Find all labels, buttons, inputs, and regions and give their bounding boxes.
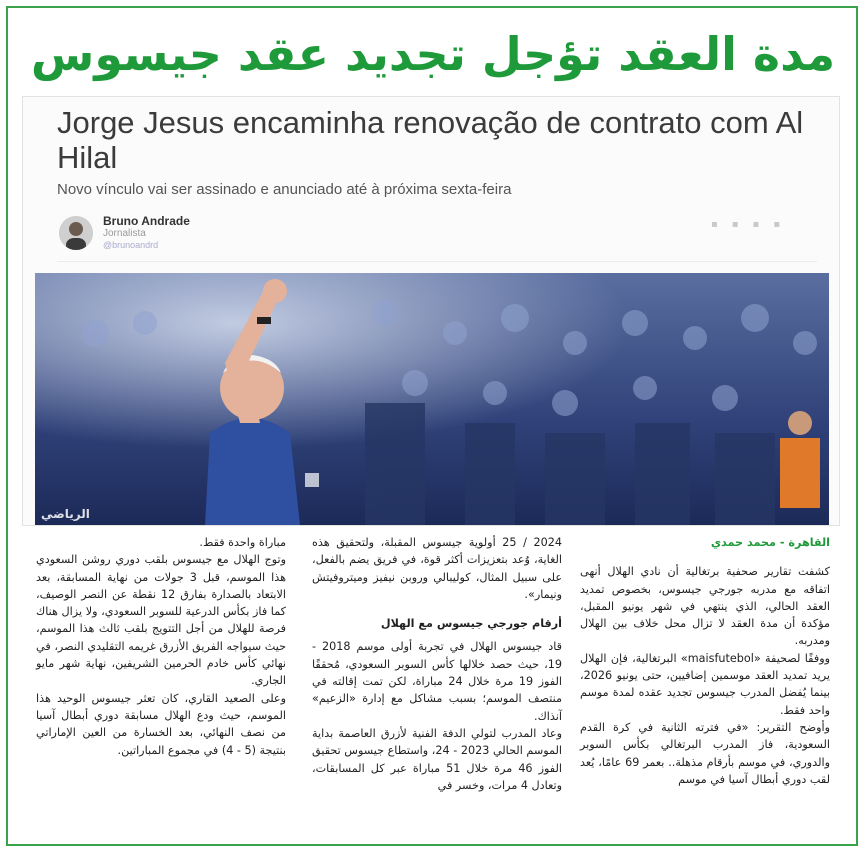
- photo-watermark: الرياضي: [41, 507, 90, 521]
- article-column-2: [312, 534, 562, 794]
- paragraph: ووفقًا لصحيفة «maisfutebol» البرتغالية، فإن الهلال يريد تمديد العقد موسمين إضافيين، حتى يونيو 2026، بينما يُفضل المدرب جيسوس تجديد عقده لمدة موسم واحد فقط.: [580, 651, 830, 717]
- paragraph: 2024 / 25 أولوية جيسوس المقبلة، ولتحقيق هذه الغاية، وُعد بتعزيزات أكثر قوة، في فريق يضم بالفعل، على سبيل المثال، كوليبالي وروبن نيفيز وميتروفيتش ونيمار».: [312, 536, 562, 601]
- paragraph: وأوضح التقرير: «في فترته الثانية في كرة القدم السعودية، فاز المدرب البرتغالي بكأس السوبر والدوري، في موسم بأرقام مذهلة.. بعمر 69 عامًا، يُعد لقب دوري أبطال آسيا في موسم: [580, 720, 830, 786]
- article-column-3: [36, 534, 286, 759]
- author-name: Bruno Andrade: [103, 214, 190, 228]
- paragraph: وعلى الصعيد القاري، كان تعثر جيسوس الوحيد هذا الموسم، حيث ودع الهلال مسابقة دوري أبطال آسيا من نصف النهائي، بعد الخسارة من العين الإماراتي بنتيجة (5 - 4) في مجموع المباراتين.: [36, 691, 286, 757]
- photo-illustration: [35, 273, 829, 525]
- headline: مدة العقد تؤجل تجديد عقد جيسوس: [30, 27, 836, 81]
- avatar-person-icon: [59, 216, 93, 250]
- subheading: أرقام جورجي جيسوس مع الهلال: [380, 617, 562, 631]
- paragraph: وعاد المدرب لتولي الدفة الفنية لأزرق العاصمة بداية الموسم الحالي 2023 - 24، واستطاع جيسوس تحقيق الفوز 46 مرة خلال 51 مباراة عبر كل المسابقات، وتعادل 4 مرات، وخسر في: [312, 726, 563, 792]
- paragraph: قاد جيسوس الهلال في تجربة أولى موسم 2018 - 19، حيث حصد خلالها كأس السوبر السعودي، مُحققًا الفوز 19 مرة خلال 24 مباراة، لكن تمت إقالته في منتصف الموسم؛ بسبب مشاكل مع إدارة «الزعيم» آنذاك.: [312, 640, 562, 723]
- author-handle: @brunoandrd: [103, 240, 159, 250]
- share-icons: ▪▪▪▪: [711, 219, 795, 230]
- byline: القاهرة - محمد حمدي: [710, 536, 830, 549]
- author-avatar: [59, 216, 93, 250]
- article-body: [22, 534, 840, 834]
- coach-photo: [35, 273, 829, 525]
- author-role: Jornalista: [103, 228, 146, 239]
- paragraph: كشفت تقارير صحفية برتغالية أن نادي الهلال أنهى اتفاقه مع مدربه جورجي جيسوس، بخصوص تمديد العقد الحالي، الذي ينتهي في شهر يونيو المقبل، مؤكدة أن مدة العقد لا تزال محل خلاف بين الهلال ومدربه.: [580, 565, 830, 648]
- news-screenshot: [22, 96, 840, 526]
- screenshot-title: Jorge Jesus encaminha renovação de contrato com Al Hilal: [57, 105, 804, 175]
- screenshot-subtitle: Novo vínculo vai ser assinado e anunciado até à próxima sexta-feira: [57, 181, 512, 198]
- paragraph: مباراة واحدة فقط.: [199, 536, 286, 549]
- divider: [57, 261, 817, 262]
- paragraph: وتوج الهلال مع جيسوس بلقب دوري روشن السعودي هذا الموسم، قبل 3 جولات من نهاية المسابقة، بعد الابتعاد بالصدارة بفارق 12 نقطة عن النصر الوصيف، كما فاز بكأس الدرعية للسوبر السعودي، ولا يزال هناك فرصة للهلال من أجل التتويج بلقب ثالث هذا الموسم، حيث سيواجه الفريق الأزرق غريمه التقليدي النصر، في نهائي كأس خادم الحرمين الشريفين، نهاية شهر مايو الجاري.: [36, 553, 287, 688]
- article-column-1: [580, 534, 830, 788]
